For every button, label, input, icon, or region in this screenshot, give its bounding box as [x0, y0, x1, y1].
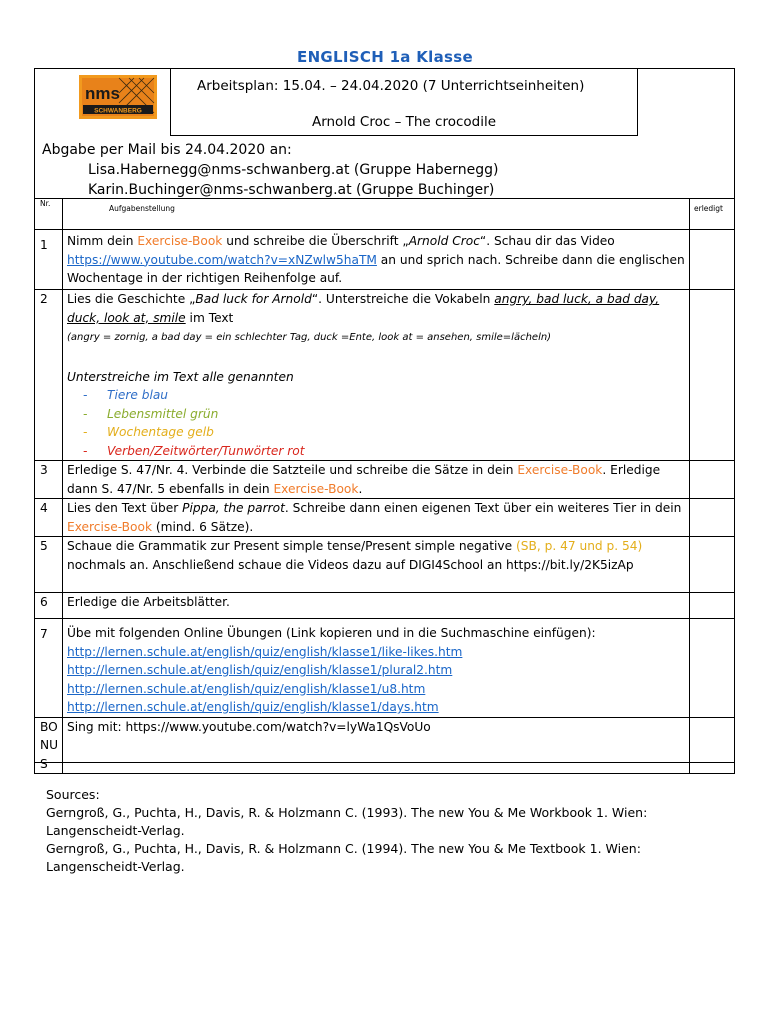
video-link[interactable]: https://www.youtube.com/watch?v=xNZwlw5haTM [67, 252, 377, 267]
school-logo [79, 75, 157, 119]
done-cell [690, 290, 735, 461]
vocab-note: (angry = zornig, a bad day = ein schlechter Tag, duck =Ente, look at = ansehen, smile=lächeln) [67, 332, 552, 343]
exercise-link-plural[interactable]: http://lernen.schule.at/english/quiz/english/klasse1/plural2.htm [67, 663, 453, 677]
row-number: 6 [35, 593, 63, 619]
source-2-line-1: Gerngroß, G., Puchta, H., Davis, R. & Holzmann C. (1994). The new You & Me Textbook 1. Wien: [46, 841, 641, 856]
row-number: 7 [35, 619, 63, 718]
header-task: Aufgabenstellung [63, 199, 690, 230]
table-row [35, 499, 735, 537]
table-row [35, 717, 735, 774]
svg-text:SCHWANBERG: SCHWANBERG [94, 107, 142, 115]
table-row [35, 230, 735, 290]
done-cell [690, 461, 735, 499]
task-table [34, 198, 735, 774]
exercise-link-like-likes[interactable]: http://lernen.schule.at/english/quiz/english/klasse1/like-likes.htm [67, 644, 463, 659]
list-item: - Wochentage gelb [83, 425, 214, 439]
color-list [67, 386, 685, 460]
table-row [35, 290, 735, 461]
done-cell [690, 499, 735, 537]
header-nr: Nr. [35, 199, 63, 230]
task-cell: Sing mit: https://www.youtube.com/watch?v=lyWa1QsVoUo [63, 717, 690, 774]
row-number: 3 [35, 461, 63, 499]
done-cell [690, 717, 735, 774]
row-number-bonus: BO NU S [35, 717, 63, 774]
plan-line-2: Arnold Croc – The crocodile [311, 114, 497, 130]
mail-buchinger: Karin.Buchinger@nms-schwanberg.at (Gruppe Buchinger) [88, 182, 495, 198]
submission-heading: Abgabe per Mail bis 24.04.2020 an: [42, 142, 292, 158]
page-title: ENGLISCH 1a Klasse [297, 48, 473, 66]
row-number: 5 [35, 537, 63, 593]
submission-info [42, 140, 499, 200]
task-cell: Lies die Geschichte „Bad luck for Arnold“. Unterstreiche die Vokabeln angry, bad luck, a bad day, duck, look at, smile im Text (angry = zornig, a bad day = ein schlechter Tag, duck =Ente, look at = ansehen, smile=lächeln) Unterstreiche im Text alle genannten - Tiere blau - Lebensmittel grün - Wochentage gelb - Verben/Zeitwörter/Tunwörter rot [63, 290, 690, 461]
task-cell: Übe mit folgenden Online Übungen (Link kopieren und in die Suchmaschine einfügen): http://lernen.schule.at/english/quiz/english/klasse1/like-likes.htm http://lernen.schule.at/english/quiz/english/klasse1/plural2.htm http://lernen.schule.at/english/quiz/english/klasse1/u8.htm http://lernen.schule.at/english/quiz/english/klasse1/days.htm [63, 619, 690, 718]
svg-text:nms: nms [85, 84, 120, 103]
table-header [35, 199, 735, 230]
header-done: erledigt [690, 199, 735, 230]
done-cell [690, 230, 735, 290]
table-row [35, 593, 735, 619]
done-cell [690, 593, 735, 619]
exercise-link-days[interactable]: http://lernen.schule.at/english/quiz/english/klasse1/days.htm [67, 700, 439, 714]
task-cell: Erledige die Arbeitsblätter. [63, 593, 690, 619]
sources-section [46, 786, 647, 876]
task-cell: Erledige S. 47/Nr. 4. Verbinde die Satzteile und schreibe die Sätze in dein Exercise-Book. Erledige dann S. 47/Nr. 5 ebenfalls in dein Exercise-Book. [63, 461, 690, 499]
sources-heading: Sources: [46, 787, 100, 802]
source-1-line-1: Gerngroß, G., Puchta, H., Davis, R. & Holzmann C. (1993). The new You & Me Workbook 1. Wien: [46, 805, 648, 820]
row-number: 2 [35, 290, 63, 461]
source-1-line-2: Langenscheidt-Verlag. [46, 823, 185, 838]
done-cell [690, 537, 735, 593]
table-row [35, 537, 735, 593]
done-cell [690, 619, 735, 718]
plan-line-1: Arbeitsplan: 15.04. – 24.04.2020 (7 Unterrichtseinheiten) [197, 78, 585, 94]
task-cell: Nimm dein Exercise-Book und schreibe die Überschrift „Arnold Croc“. Schau dir das Video https://www.youtube.com/watch?v=xNZwlw5haTM an und sprich nach. Schreibe dann die englischen Wochentage in der richtigen Reihenfolge auf. [63, 230, 690, 290]
row-number: 1 [35, 230, 63, 290]
task-cell: Schaue die Grammatik zur Present simple tense/Present simple negative (SB, p. 47 und p. 54) nochmals an. Anschließend schaue die Videos dazu auf DIGI4School an https://bit.ly/2K5izAp [63, 537, 690, 593]
exercise-link-u8[interactable]: http://lernen.schule.at/english/quiz/english/klasse1/u8.htm [67, 681, 426, 696]
table-row [35, 619, 735, 718]
source-2-line-2: Langenscheidt-Verlag. [46, 859, 185, 874]
task-cell: Lies den Text über Pippa, the parrot. Schreibe dann einen eigenen Text über ein weiteres Tier in dein Exercise-Book (mind. 6 Sätze). [63, 499, 690, 537]
list-item: - Tiere blau [83, 388, 169, 402]
mail-habernegg: Lisa.Habernegg@nms-schwanberg.at (Gruppe Habernegg) [88, 162, 499, 178]
list-item: - Lebensmittel grün [83, 406, 219, 421]
list-item: - Verben/Zeitwörter/Tunwörter rot [83, 443, 305, 458]
table-row [35, 461, 735, 499]
row-number: 4 [35, 499, 63, 537]
plan-box [170, 68, 638, 136]
